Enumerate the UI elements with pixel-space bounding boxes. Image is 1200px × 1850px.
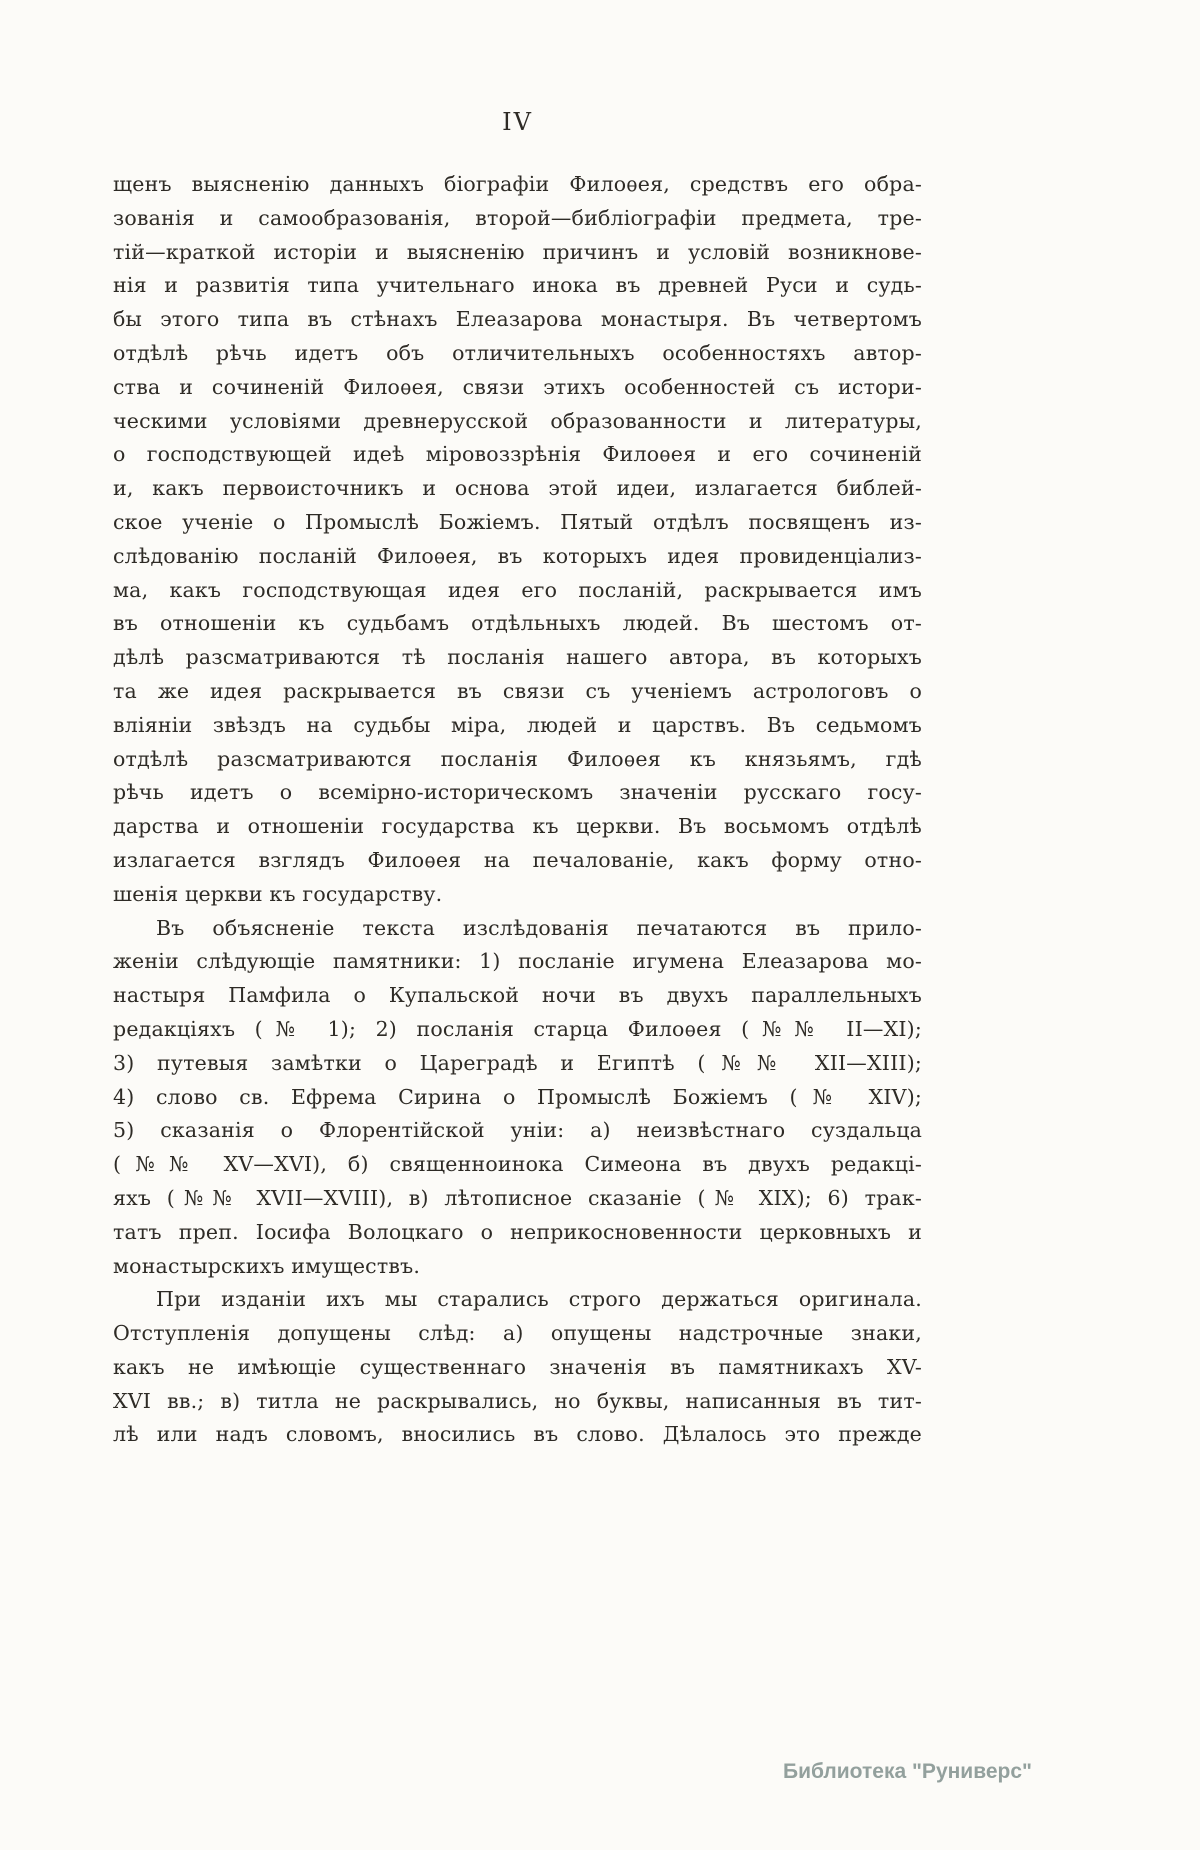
library-watermark: Библиотека "Руниверс" xyxy=(782,1760,1032,1783)
text-line: Отступленія допущены слѣд: а) опущены надстрочные знаки, xyxy=(113,1321,922,1346)
text-line: татъ преп. Іосифа Волоцкаго о неприкосновенности церковныхъ и xyxy=(113,1219,922,1244)
paragraph xyxy=(113,168,922,912)
text-line: нія и развитія типа учительнаго инока въ древней Руси и судь- xyxy=(113,273,922,298)
text-line: отдѣлѣ разсматриваются посланія Филоѳея къ князьямъ, гдѣ xyxy=(113,746,922,771)
text-line: ское ученіе о Промыслѣ Божіемъ. Пятый отдѣлъ посвященъ из- xyxy=(113,509,922,534)
text-line: дѣлѣ разсматриваются тѣ посланія нашего автора, въ которыхъ xyxy=(113,645,922,670)
text-line: При изданіи ихъ мы старались строго держаться оригинала. xyxy=(156,1287,922,1312)
text-line: шенія церкви къ государству. xyxy=(113,881,443,906)
text-line: настыря Памфила о Купальской ночи въ двухъ параллельныхъ xyxy=(113,983,922,1008)
text-line: въ отношеніи къ судьбамъ отдѣльныхъ людей. Въ шестомъ от- xyxy=(113,611,922,636)
text-line: яхъ (№№ XVII—XVIII), в) лѣтописное сказаніе (№ XIX); 6) трак- xyxy=(113,1185,922,1210)
text-line: редакціяхъ (№ 1); 2) посланія старца Филоѳея (№№ II—XI); xyxy=(113,1016,922,1041)
text-line: рѣчь идетъ о всемірно-историческомъ значеніи русскаго госу- xyxy=(113,780,922,805)
text-line: XVI вв.; в) титла не раскрывались, но буквы, написанныя въ тит- xyxy=(113,1388,922,1413)
text-line: ства и сочиненій Филоѳея, связи этихъ особенностей съ истори- xyxy=(113,374,922,399)
text-line: ма, какъ господствующая идея его посланій, раскрывается имъ xyxy=(113,577,922,602)
text-line: отдѣлѣ рѣчь идетъ объ отличительныхъ особенностяхъ автор- xyxy=(113,340,922,365)
text-line: 5) сказанія о Флорентійской уніи: а) неизвѣстнаго суздальца xyxy=(113,1118,922,1143)
text-line: тій—краткой исторіи и выясненію причинъ и условій возникнове- xyxy=(113,239,922,264)
page-number: IV xyxy=(502,108,533,136)
text-line: и, какъ первоисточникъ и основа этой идеи, излагается библей- xyxy=(113,476,922,501)
paragraph xyxy=(113,912,922,1284)
text-line: щенъ выясненію данныхъ біографіи Филоѳея, средствъ его обра- xyxy=(113,172,922,196)
text-line: Въ объясненіе текста изслѣдованія печатаются въ прило- xyxy=(156,915,922,940)
text-line: какъ не имѣющіе существеннаго значенія въ памятникахъ XV- xyxy=(113,1354,922,1379)
paragraph xyxy=(113,1283,922,1452)
text-line: (№№ XV—XVI), б) священноинока Симеона въ двухъ редакці- xyxy=(113,1152,922,1177)
text-line: монастырскихъ имуществъ. xyxy=(113,1253,421,1278)
text-line: ческими условіями древнерусской образованности и литературы, xyxy=(113,408,922,433)
text-line: бы этого типа въ стѣнахъ Елеазарова монастыря. Въ четвертомъ xyxy=(113,307,922,332)
text-line: зованія и самообразованія, второй—библіографіи предмета, тре- xyxy=(113,205,922,230)
text-line: вліяніи звѣздъ на судьбы міра, людей и царствъ. Въ седьмомъ xyxy=(113,712,922,737)
text-line: дарства и отношеніи государства къ церкви. Въ восьмомъ отдѣлѣ xyxy=(113,814,922,839)
text-line: 4) слово св. Ефрема Сирина о Промыслѣ Божіемъ (№ XIV); xyxy=(113,1084,922,1109)
text-line: женіи слѣдующіе памятники: 1) посланіе игумена Елеазарова мо- xyxy=(113,949,922,974)
text-line: о господствующей идеѣ міровоззрѣнія Филоѳея и его сочиненій xyxy=(113,442,922,467)
body-text xyxy=(113,168,922,1452)
text-line: 3) путевыя замѣтки о Цареградѣ и Египтѣ (№№ XII—XIII); xyxy=(113,1050,922,1075)
text-line: та же идея раскрывается въ связи съ ученіемъ астрологовъ о xyxy=(113,678,922,703)
text-line: слѣдованію посланій Филоѳея, въ которыхъ идея провиденціализ- xyxy=(113,543,922,568)
text-line: лѣ или надъ словомъ, вносились въ слово. Дѣлалось это прежде xyxy=(113,1422,922,1447)
text-line: излагается взглядъ Филоѳея на печалованіе, какъ форму отно- xyxy=(113,847,922,872)
